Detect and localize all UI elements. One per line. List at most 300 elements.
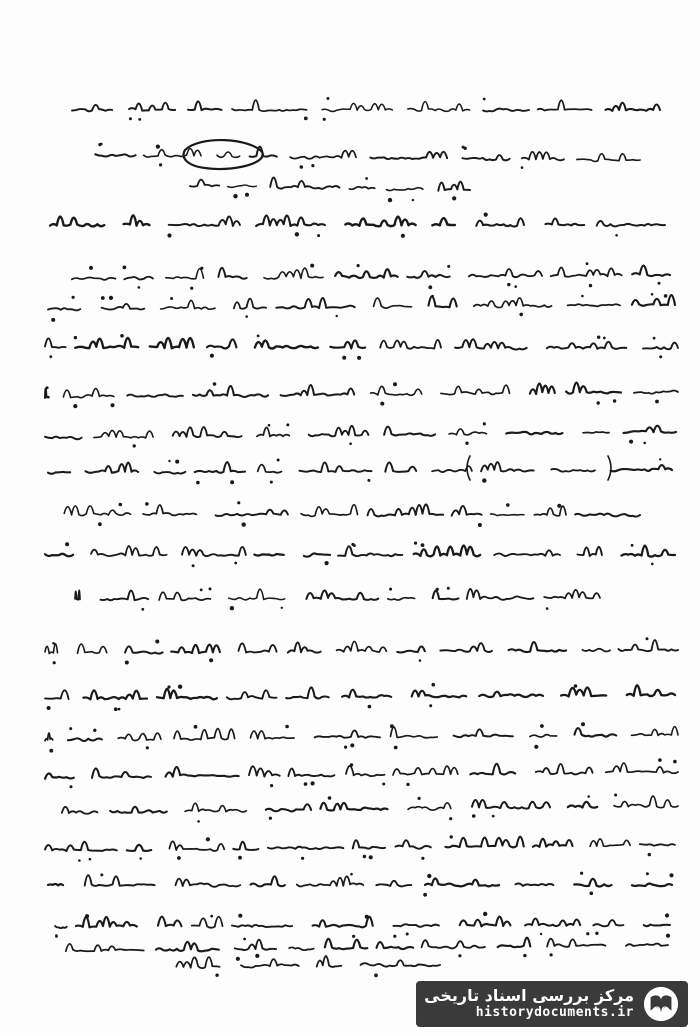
- handwritten-word: [249, 766, 280, 776]
- ink-dot: [317, 234, 320, 237]
- handwritten-word: [515, 884, 553, 886]
- ink-dot: [118, 708, 121, 711]
- handwritten-word: [185, 803, 246, 812]
- handwritten-word: [195, 462, 245, 473]
- handwritten-word: [218, 268, 246, 279]
- ink-dot: [394, 746, 398, 750]
- handwritten-word: [374, 298, 412, 308]
- handwritten-word: [91, 546, 167, 556]
- handwritten-word: [299, 462, 371, 472]
- handwritten-word: [270, 177, 339, 188]
- ink-dot: [245, 315, 248, 318]
- circled-number-mark: [184, 140, 263, 169]
- ink-dot: [514, 285, 517, 288]
- handwritten-word: [268, 847, 344, 849]
- ink-dot: [230, 480, 234, 484]
- handwritten-word: [425, 879, 499, 887]
- handwritten-word: [433, 591, 459, 600]
- handwritten-word: [281, 385, 355, 396]
- ink-dot: [483, 98, 486, 101]
- ink-dot: [269, 817, 272, 820]
- handwritten-word: [545, 219, 584, 226]
- handwritten-word: [207, 339, 237, 348]
- ink-dot: [295, 232, 299, 236]
- ink-dot: [586, 932, 589, 935]
- handwritten-word: [86, 463, 139, 473]
- handwritten-word: [143, 505, 196, 515]
- ink-dot: [233, 194, 237, 198]
- handwritten-word: [251, 731, 295, 739]
- ink-dot: [51, 318, 55, 322]
- handwritten-word: [257, 427, 290, 436]
- ink-dot: [237, 501, 240, 504]
- handwritten-word: [158, 917, 182, 927]
- ink-dot: [365, 915, 369, 919]
- handwritten-word: [538, 100, 592, 110]
- ink-dot: [119, 503, 123, 507]
- ink-dot: [159, 163, 162, 166]
- handwritten-word: [301, 505, 358, 517]
- ink-dot: [336, 315, 338, 317]
- ink-dot: [213, 382, 217, 386]
- handwritten-word: [157, 689, 217, 699]
- handwritten-word: [460, 917, 511, 927]
- parenthesis-mark: [467, 456, 470, 480]
- handwritten-word: [385, 462, 416, 471]
- ink-dot: [669, 873, 673, 877]
- handwritten-word: [118, 733, 161, 740]
- handwritten-word: [441, 385, 510, 394]
- ink-dot: [100, 873, 103, 876]
- handwritten-word: [432, 466, 472, 472]
- ink-dot: [595, 932, 598, 935]
- handwritten-word: [216, 510, 288, 516]
- handwritten-word: [48, 308, 80, 310]
- ink-dot: [209, 587, 212, 590]
- handwritten-word: [317, 956, 342, 967]
- handwritten-word: [173, 427, 242, 437]
- ink-dot: [653, 337, 656, 340]
- ink-dot: [141, 608, 144, 611]
- ink-dot: [421, 543, 425, 547]
- ink-dot: [615, 234, 618, 237]
- ink-dot: [550, 953, 553, 956]
- handwritten-word: [530, 735, 557, 737]
- handwritten-word: [233, 842, 258, 850]
- ink-dot: [368, 705, 372, 709]
- ink-dot: [382, 783, 385, 786]
- handwritten-word: [102, 304, 145, 310]
- handwritten-word: [64, 506, 130, 516]
- handwritten-word: [547, 939, 605, 947]
- handwritten-word: [449, 429, 487, 435]
- handwritten-word: [454, 729, 513, 737]
- ink-dot: [574, 684, 578, 688]
- handwritten-word: [289, 947, 314, 950]
- handwritten-word: [85, 875, 155, 886]
- handwritten-word: [384, 427, 435, 436]
- handwritten-word: [176, 879, 241, 887]
- handwritten-word: [166, 767, 239, 777]
- handwritten-word: [127, 394, 183, 396]
- ink-dot: [206, 837, 210, 841]
- handwritten-word: [472, 800, 550, 809]
- ink-dot: [418, 797, 421, 800]
- ink-dot: [664, 294, 668, 298]
- parenthesis-mark: [608, 456, 611, 480]
- handwritten-word: [575, 728, 617, 737]
- ink-dot: [52, 642, 55, 645]
- ink-dot: [98, 522, 102, 526]
- handwritten-word: [522, 152, 564, 160]
- handwritten-word: [125, 646, 163, 653]
- ink-dot: [156, 145, 160, 149]
- handwritten-word: [349, 187, 374, 189]
- ink-dot: [557, 504, 561, 508]
- ink-dot: [492, 815, 495, 818]
- handwritten-word: [593, 920, 623, 926]
- handwritten-word: [304, 553, 330, 556]
- handwritten-word: [469, 269, 542, 277]
- handwritten-word: [325, 939, 367, 949]
- ink-dot: [129, 117, 132, 120]
- ink-dot: [353, 544, 356, 547]
- ink-dot: [311, 781, 315, 785]
- handwritten-word: [174, 729, 235, 740]
- handwritten-word: [361, 960, 440, 966]
- ink-dot: [450, 835, 453, 838]
- ink-dot: [270, 784, 273, 787]
- ink-dot: [432, 683, 436, 687]
- ink-dot: [374, 974, 378, 978]
- handwritten-word: [640, 844, 675, 846]
- handwritten-word: [414, 546, 481, 557]
- ink-dot: [506, 503, 510, 507]
- handwritten-word: [408, 803, 451, 810]
- ink-dot: [597, 401, 600, 404]
- ink-dot: [658, 282, 661, 285]
- handwritten-word: [429, 296, 457, 307]
- handwritten-word: [45, 733, 53, 741]
- handwritten-word: [353, 840, 385, 848]
- handwritten-word: [217, 152, 240, 157]
- ink-dot: [452, 196, 456, 200]
- handwritten-word: [346, 766, 385, 776]
- handwritten-word: [342, 690, 391, 698]
- ink-dot: [390, 724, 394, 728]
- ink-dot: [93, 729, 96, 732]
- ink-dot: [255, 954, 259, 958]
- handwritten-word: [463, 155, 510, 160]
- ink-dot: [389, 588, 392, 591]
- handwritten-word: [371, 386, 422, 395]
- handwritten-word: [627, 685, 675, 696]
- handwritten-word: [255, 340, 318, 348]
- ink-dot: [49, 749, 53, 753]
- ink-dot: [429, 704, 432, 707]
- handwritten-word: [407, 271, 450, 278]
- watermark-url: historydocuments.ir: [475, 1004, 634, 1020]
- handwritten-word: [190, 180, 219, 187]
- handwritten-word: [391, 727, 438, 738]
- ink-dot: [89, 858, 92, 861]
- ink-dot: [380, 402, 384, 406]
- ink-dot: [200, 267, 203, 270]
- handwritten-word: [345, 217, 415, 227]
- ink-dot: [523, 954, 526, 957]
- handwritten-word: [169, 217, 240, 227]
- handwritten-word: [536, 764, 593, 774]
- handwritten-word: [534, 506, 566, 516]
- ink-dot: [215, 974, 218, 977]
- handwritten-word: [258, 465, 282, 473]
- ink-dot: [73, 404, 77, 408]
- handwritten-word: [232, 100, 307, 111]
- handwritten-word: [525, 919, 580, 927]
- handwritten-word: [290, 151, 356, 159]
- handwritten-word: [239, 643, 277, 652]
- ink-dot: [629, 440, 633, 444]
- ink-dot: [646, 637, 649, 640]
- handwritten-word: [45, 338, 66, 347]
- ink-dot: [146, 746, 149, 749]
- handwritten-word: [397, 646, 425, 652]
- ink-dot: [484, 213, 488, 217]
- handwritten-word: [144, 149, 201, 157]
- ink-dot: [581, 295, 584, 298]
- handwritten-word: [150, 338, 194, 348]
- handwritten-word: [45, 437, 82, 440]
- ink-dot: [168, 460, 170, 462]
- handwritten-word: [606, 763, 678, 773]
- ink-dot: [65, 542, 69, 546]
- ink-dot: [349, 442, 352, 445]
- ink-dot: [393, 382, 397, 386]
- ink-dot: [367, 479, 370, 482]
- handwritten-word: [68, 738, 102, 741]
- handwritten-word: [229, 589, 285, 600]
- ink-dot: [138, 286, 141, 289]
- ink-dot: [85, 914, 89, 918]
- handwritten-word: [188, 101, 222, 110]
- ink-dot: [210, 915, 213, 918]
- ink-dot: [631, 544, 634, 547]
- handwritten-word: [479, 692, 543, 697]
- ink-dot: [350, 763, 353, 766]
- handwritten-word: [618, 640, 678, 651]
- handwritten-word: [166, 269, 204, 279]
- watermark-title: مرکز بررسی اسناد تاریخی: [424, 986, 634, 1006]
- ink-dot: [243, 938, 246, 941]
- handwritten-word: [574, 879, 611, 887]
- handwritten-word: [376, 881, 411, 887]
- handwritten-word: [377, 942, 414, 949]
- handwritten-word: [551, 268, 622, 277]
- handwritten-word: [467, 589, 534, 600]
- handwritten-word: [110, 807, 167, 813]
- ink-dot: [123, 266, 127, 270]
- handwritten-word: [577, 547, 602, 556]
- ink-dot: [673, 760, 677, 764]
- ink-dot: [658, 758, 662, 762]
- handwritten-word: [288, 642, 321, 652]
- handwritten-word: [509, 642, 566, 652]
- handwritten-word: [393, 924, 439, 926]
- handwritten-word: [72, 105, 112, 111]
- handwritten-word: [393, 766, 458, 775]
- handwritten-word: [445, 837, 523, 848]
- ink-dot: [139, 857, 142, 860]
- ink-dot: [655, 400, 659, 404]
- handwritten-word: [577, 154, 640, 162]
- ink-dot: [49, 355, 52, 358]
- ink-dot: [281, 607, 283, 609]
- ink-dot: [540, 724, 544, 728]
- ink-dot: [590, 892, 594, 896]
- ink-dot: [423, 893, 427, 897]
- handwritten-word: [124, 215, 150, 225]
- ink-dot: [447, 265, 450, 268]
- ink-dot: [665, 913, 669, 917]
- handwritten-word: [255, 554, 284, 556]
- ink-dot: [328, 796, 332, 800]
- ink-dot: [257, 335, 260, 338]
- handwritten-word: [338, 546, 402, 556]
- handwritten-word: [232, 925, 292, 927]
- handwritten-word: [228, 185, 257, 187]
- ink-dot: [589, 284, 592, 287]
- ink-dot: [478, 523, 482, 527]
- handwritten-word: [62, 807, 98, 814]
- ink-dot: [120, 334, 124, 338]
- handwritten-word: [632, 266, 670, 277]
- handwritten-word: [547, 342, 627, 349]
- ink-dot: [586, 262, 589, 265]
- handwritten-word: [48, 472, 70, 474]
- handwritten-word: [470, 764, 515, 775]
- ink-dot: [603, 337, 606, 340]
- ink-dot: [111, 403, 115, 407]
- handwritten-word: [92, 768, 151, 778]
- ink-dot: [659, 355, 662, 358]
- ink-dot: [447, 587, 450, 590]
- ink-dot: [363, 855, 366, 858]
- handwritten-word: [611, 465, 672, 471]
- ink-dot: [406, 933, 409, 936]
- watermark-badge: [416, 981, 688, 1027]
- handwritten-word: [575, 514, 640, 517]
- ink-dot: [238, 856, 242, 860]
- handwritten-word: [306, 590, 378, 599]
- ink-dot: [109, 296, 113, 300]
- handwritten-word: [387, 188, 423, 191]
- ink-dot: [178, 685, 182, 689]
- ink-dot: [587, 795, 590, 798]
- handwritten-word: [169, 841, 224, 851]
- ink-dot: [145, 502, 149, 506]
- ink-dot: [242, 522, 246, 526]
- ink-dot: [133, 444, 136, 447]
- handwritten-word: [161, 300, 215, 309]
- ink-dot: [613, 399, 616, 402]
- ink-dot: [401, 234, 405, 238]
- ink-dot: [388, 198, 392, 202]
- ink-dot: [458, 954, 461, 957]
- ink-dot: [666, 934, 670, 938]
- handwritten-word: [590, 839, 630, 846]
- ink-dot: [648, 853, 651, 856]
- ink-dot: [304, 117, 308, 121]
- handwritten-word: [129, 103, 175, 111]
- handwritten-word: [48, 884, 63, 885]
- ink-dot: [421, 857, 424, 860]
- ink-dot: [436, 588, 439, 591]
- handwritten-word: [320, 803, 387, 811]
- handwritten-word: [422, 940, 485, 948]
- ink-dot: [175, 460, 179, 464]
- handwritten-word: [266, 804, 311, 811]
- handwritten-word: [632, 295, 675, 306]
- handwritten-word: [481, 462, 534, 471]
- ink-dot: [521, 166, 524, 169]
- handwritten-word: [50, 217, 104, 227]
- handwritten-word: [388, 598, 415, 600]
- ink-dot: [170, 297, 173, 300]
- ink-dot: [646, 872, 649, 875]
- ink-dot: [138, 118, 141, 121]
- handwritten-word: [370, 152, 447, 159]
- ink-dot: [114, 707, 118, 711]
- ink-dot: [431, 295, 434, 298]
- ink-dot: [200, 589, 203, 592]
- handwritten-word: [506, 432, 562, 434]
- ink-dot: [350, 743, 354, 747]
- ink-dot: [483, 912, 487, 916]
- handwritten-word: [491, 514, 524, 516]
- handwritten-word: [551, 469, 595, 472]
- ink-dot: [507, 283, 510, 286]
- ink-dot: [125, 661, 129, 665]
- ink-dot: [357, 264, 360, 267]
- handwritten-word: [494, 550, 560, 556]
- handwritten-word: [544, 590, 600, 599]
- ink-dot: [190, 287, 193, 290]
- handwritten-word: [335, 269, 398, 278]
- handwritten-word: [154, 472, 185, 474]
- ink-dot: [419, 659, 422, 662]
- ink-dot: [483, 422, 486, 425]
- ink-dot: [519, 313, 523, 317]
- handwritten-word: [452, 506, 482, 516]
- handwritten-word: [241, 959, 299, 968]
- ink-dot: [100, 143, 103, 146]
- handwritten-word: [95, 154, 135, 156]
- handwritten-word: [76, 917, 137, 927]
- handwritten-word: [159, 592, 210, 600]
- handwritten-word: [622, 546, 676, 557]
- handwritten-word: [313, 917, 373, 928]
- handwritten-word: [45, 774, 74, 779]
- ink-dot: [310, 264, 314, 268]
- ink-dot: [465, 442, 468, 445]
- handwritten-word: [63, 389, 113, 398]
- ink-dot: [101, 296, 105, 300]
- ink-dot: [614, 794, 617, 797]
- handwritten-word: [322, 103, 392, 111]
- handwritten-word: [483, 109, 529, 112]
- handwritten-word: [634, 391, 678, 394]
- ink-dot: [393, 935, 396, 938]
